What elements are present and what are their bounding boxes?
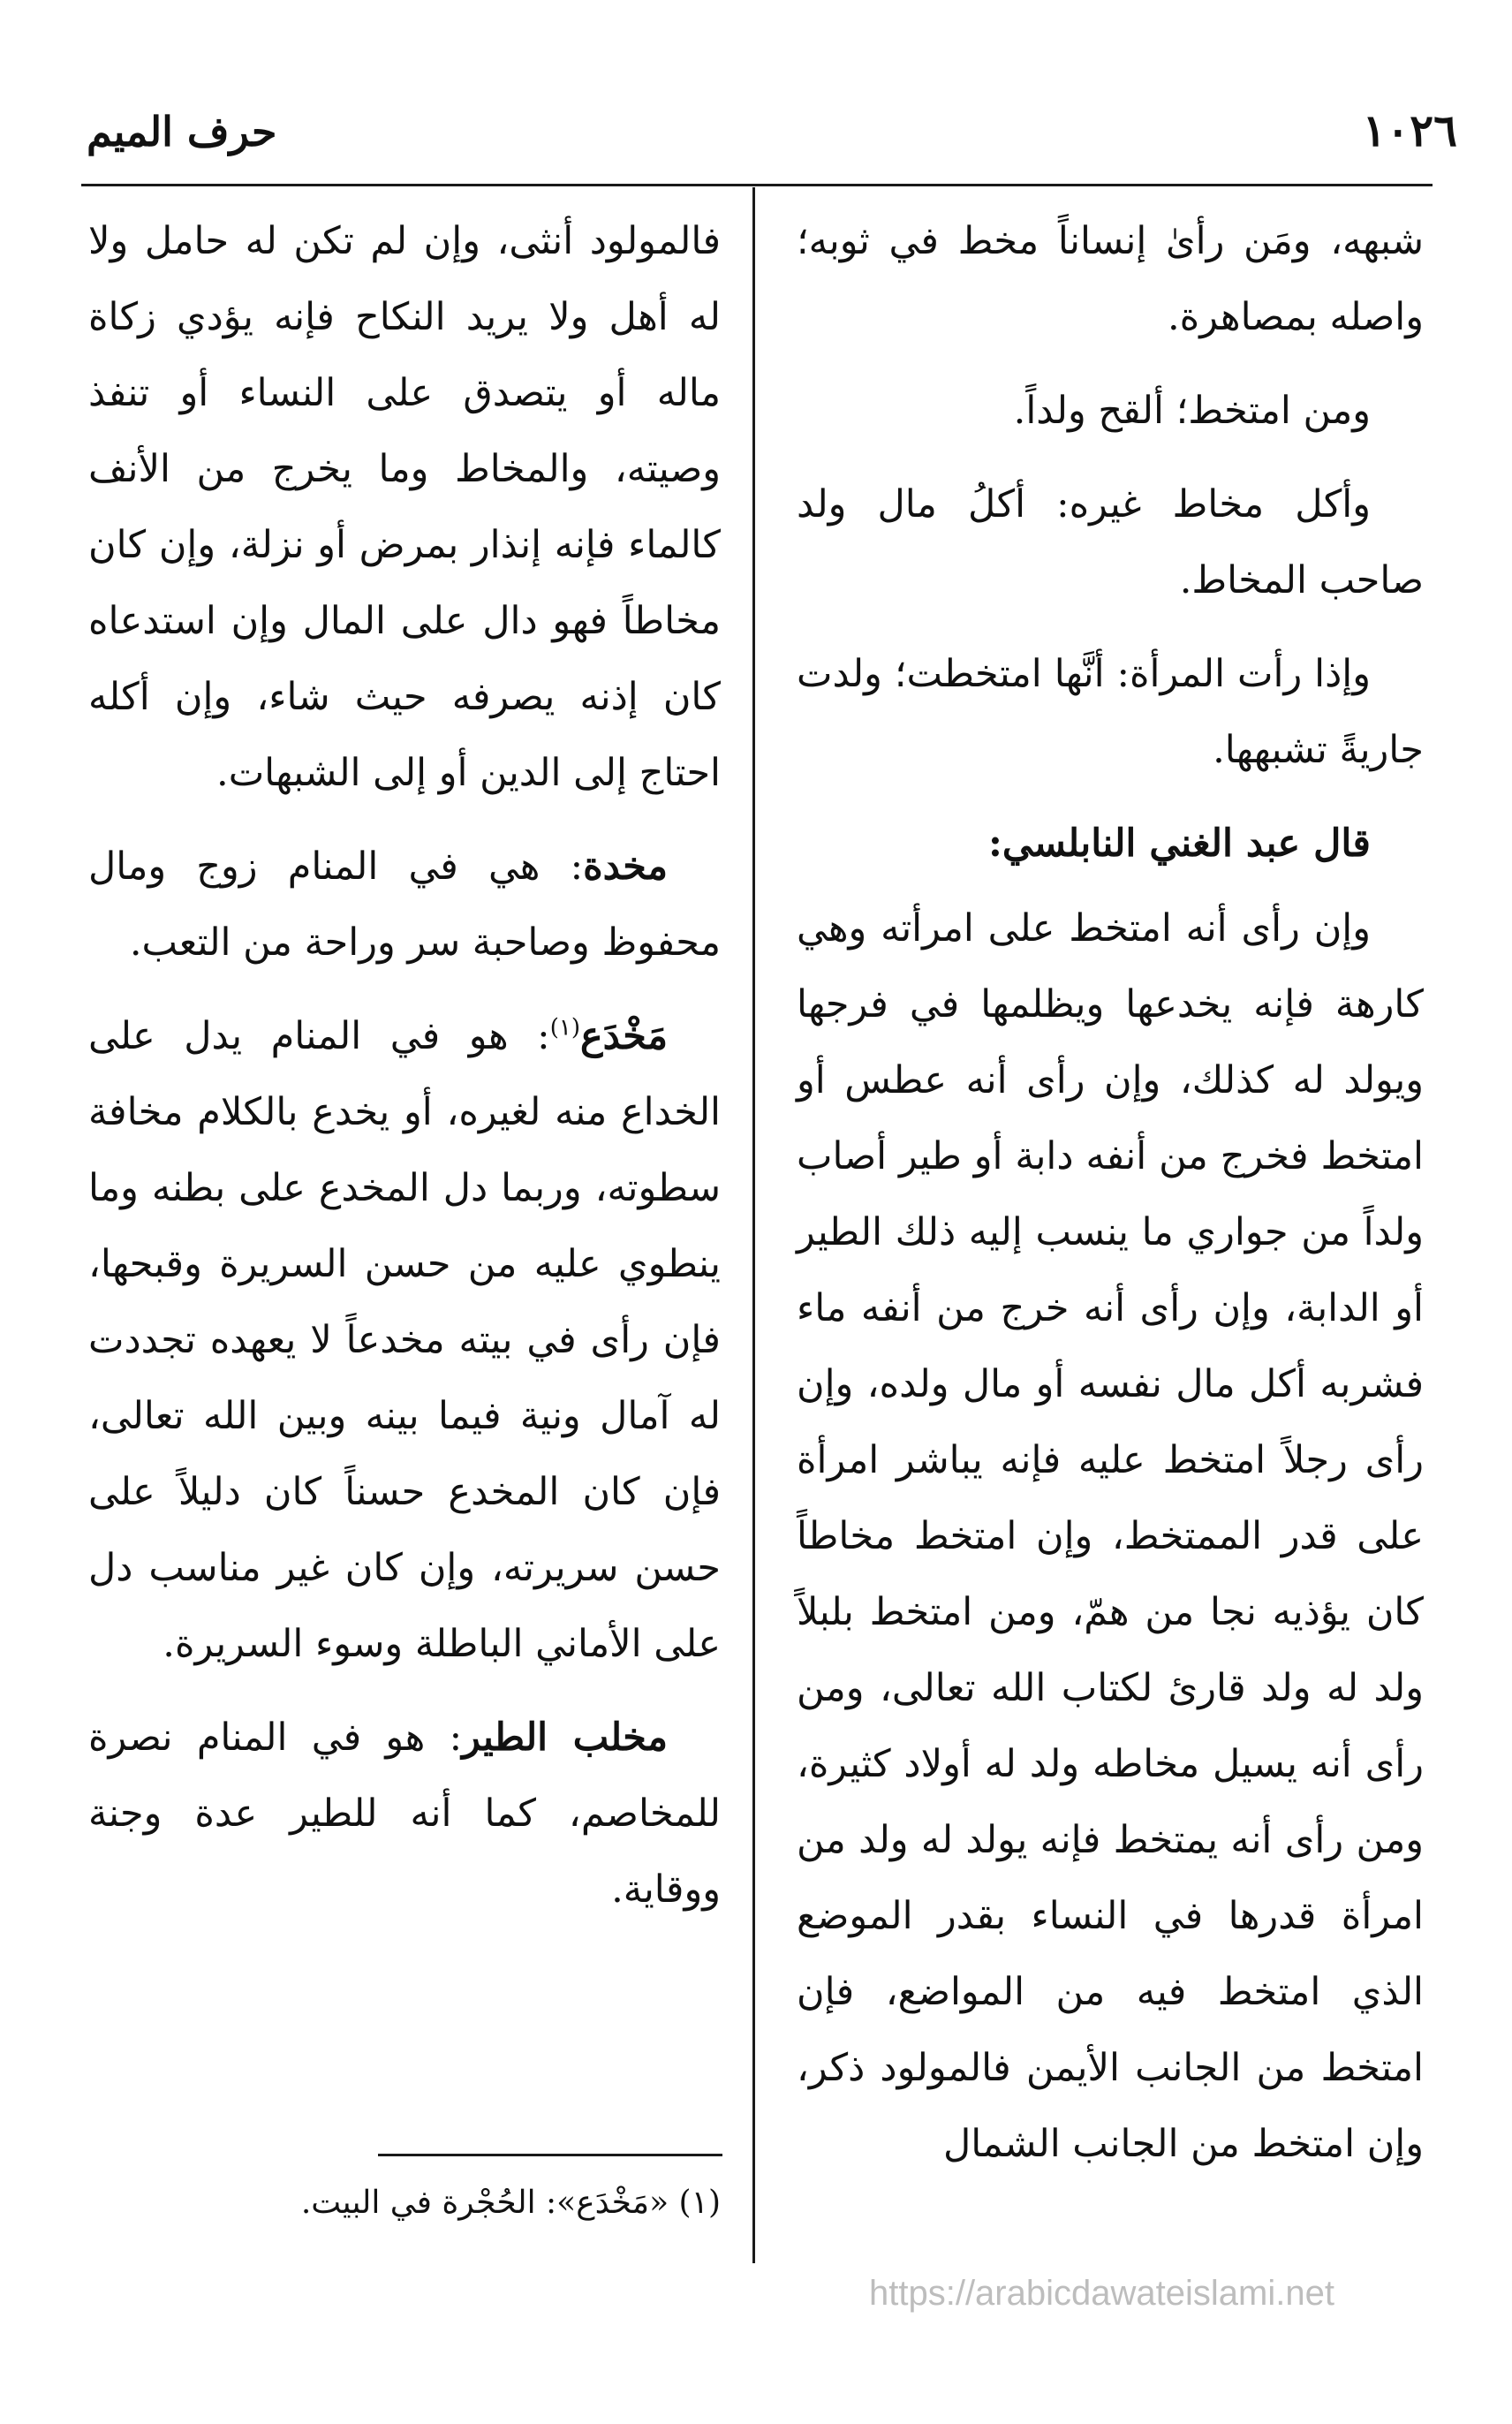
section-heading: قال عبد الغني النابلسي: <box>987 822 1371 866</box>
entry-text: : هي في المنام زوج ومال محفوظ وصاحبة سر وراحة من التعب. <box>88 845 721 965</box>
paragraph: فالمولود أنثى، وإن لم تكن له حامل ولا له أهل ولا يريد النكاح فإنه يؤدي زكاة ماله أو يتصدق على النساء أو تنفذ وصيته، والمخاط وما يخرج من الأنف كالماء فإنه إنذار بمرض أو نزلة، وإن كان مخاطاً فهو دال على المال وإن استدعاه كان إذنه يصرفه حيث شاء، وإن أكله احتاج إلى الدين أو إلى الشبهات. <box>88 219 721 795</box>
paragraph: شبهه، ومَن رأىٰ إنساناً مخط في ثوبه؛ واصله بمصاهرة. <box>797 219 1424 339</box>
paragraph: وأكل مخاط غيره: أكلُ مال ولد صاحب المخاط. <box>797 482 1424 602</box>
entry-term: مخلب الطير <box>462 1716 668 1760</box>
watermark-url: https://arabicdawateislami.net <box>869 2274 1334 2313</box>
paragraph: وإن رأى أنه امتخط على امرأته وهي كارهة فإنه يخدعها ويظلمها في فرجها ويولد له كذلك، وإن رأى أنه عطس أو امتخط فخرج من أنفه دابة أو طير أصاب ولداً من جواري ما ينسب إليه ذلك الطير أو الدابة، وإن رأى أنه خرج من أنفه ماء فشربه أكل مال نفسه أو مال ولده، وإن رأى رجلاً امتخط عليه فإنه يباشر امرأة على قدر الممتخط، وإن امتخط مخاطاً كان يؤذيه نجا من همّ، ومن امتخط بلبلاً ولد له ولد قارئ لكتاب الله تعالى، ومن رأى أنه يسيل مخاطه ولد له أولاد كثيرة، ومن رأى أنه يمتخط فإنه يولد له ولد من امرأة قدرها في النساء بقدر الموضع الذي امتخط فيه من المواضع، فإن امتخط من الجانب الأيمن فالمولود ذكر، وإن امتخط من الجانب الشمال <box>797 906 1424 2166</box>
page-number: ١٠٢٦ <box>1362 104 1457 156</box>
dictionary-entry <box>88 998 721 1682</box>
footnote: (١) «مَخْدَع»: الحُجْرة في البيت. <box>300 2185 721 2221</box>
left-column <box>88 203 721 1945</box>
entry-text: : هو في المنام يدل على الخداع منه لغيره، أو يخدع بالكلام مخافة سطوته، وربما دل المخدع على بطنه وما ينطوي عليه من حسن السريرة وقبحها، فإن رأى في بيته مخدعاً لا يعهده تجددت له آمال ونية فيما بينه وبين الله تعالى، فإن كان المخدع حسناً كان دليلاً على حسن سريرته، وإن كان غير مناسب دل على الأماني الباطلة وسوء السريرة. <box>88 1014 721 1666</box>
dictionary-entry <box>88 829 721 981</box>
entry-term: مخدة <box>583 845 668 889</box>
footnote-rule <box>378 2154 722 2156</box>
paragraph: ومن امتخط؛ ألقح ولداً. <box>1013 389 1371 433</box>
section-title: حرف الميم <box>87 108 277 155</box>
right-column <box>797 203 1424 2200</box>
column-divider <box>752 187 755 2263</box>
header-rule <box>81 184 1433 186</box>
footnote-marker: (١) <box>549 1014 580 1042</box>
entry-text: : هو في المنام نصرة للمخاصم، كما أنه للطير عدة وجنة ووقاية. <box>88 1716 721 1912</box>
entry-term: مَخْدَع <box>579 1014 668 1058</box>
dictionary-entry <box>88 1700 721 1928</box>
paragraph: وإذا رأت المرأة: أنَّها امتخطت؛ ولدت جاريةً تشبهها. <box>797 652 1424 772</box>
